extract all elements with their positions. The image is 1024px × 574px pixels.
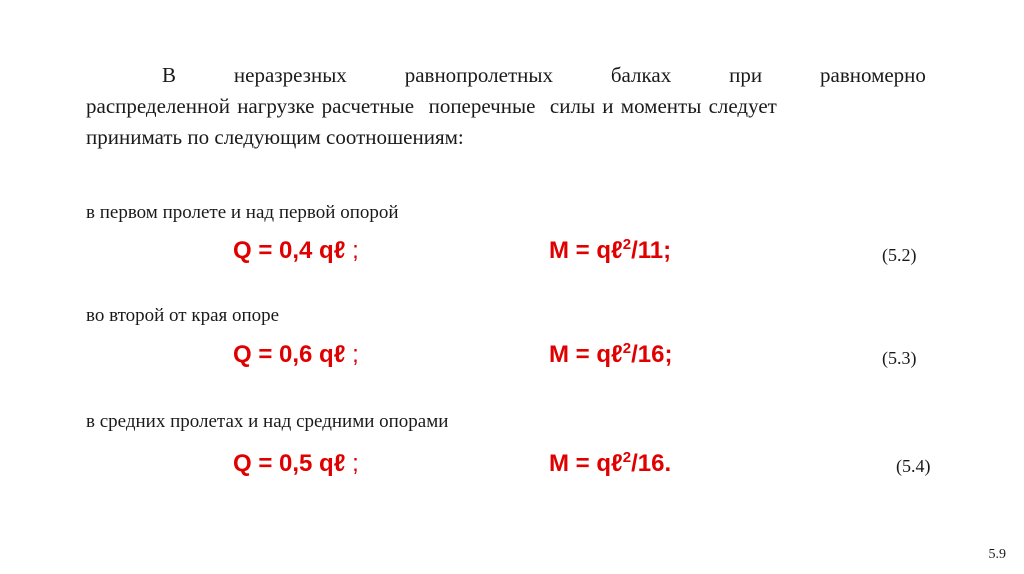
m-formula-post: /16. <box>631 450 672 477</box>
m-formula-pre: M = qℓ <box>549 450 623 477</box>
m-formula-post: /11; <box>631 237 672 264</box>
intro-word: при <box>729 63 763 87</box>
moment-formula <box>549 340 672 370</box>
case-label-first-span: в первом пролете и над первой опорой <box>86 202 399 223</box>
q-formula-text: Q = 0,4 qℓ <box>233 237 346 264</box>
m-formula-post: /16; <box>631 341 673 368</box>
intro-line-2 <box>86 91 926 122</box>
moment-formula <box>549 449 671 479</box>
shear-force-formula <box>233 236 359 266</box>
intro-word: неразрезных <box>233 63 347 87</box>
intro-word: балках <box>610 63 672 87</box>
intro-text: принимать по следующим соотношениям: <box>86 125 464 149</box>
intro-word: равнопролетных <box>404 63 553 87</box>
intro-line-1 <box>86 60 926 91</box>
moment-formula <box>549 236 671 266</box>
intro-word: В <box>162 63 177 87</box>
shear-force-formula <box>233 340 359 370</box>
equation-number: (5.3) <box>882 348 917 368</box>
equation-number: (5.2) <box>882 245 917 265</box>
intro-line-3 <box>86 122 926 153</box>
page-number: 5.9 <box>988 547 1006 562</box>
case-label-middle-spans: в средних пролетах и над средними опорами <box>86 411 449 432</box>
equation-number: (5.4) <box>896 456 931 476</box>
q-formula-text: Q = 0,5 qℓ <box>233 450 346 477</box>
separator: ; <box>352 450 359 477</box>
m-formula-pre: M = qℓ <box>549 237 623 264</box>
separator: ; <box>352 237 359 264</box>
intro-word: равномерно <box>820 63 926 87</box>
shear-force-formula <box>233 449 359 479</box>
m-formula-pre: M = qℓ <box>549 341 623 368</box>
q-formula-text: Q = 0,6 qℓ <box>233 341 346 368</box>
intro-text: распределенной нагрузке расчетные поперечные силы и моменты следует <box>86 94 777 118</box>
separator: ; <box>352 341 359 368</box>
m-formula-exp: 2 <box>622 340 632 357</box>
intro-paragraph <box>86 60 926 153</box>
m-formula-exp: 2 <box>622 236 632 253</box>
case-label-second-support: во второй от края опоре <box>86 305 280 326</box>
m-formula-exp: 2 <box>622 449 632 466</box>
